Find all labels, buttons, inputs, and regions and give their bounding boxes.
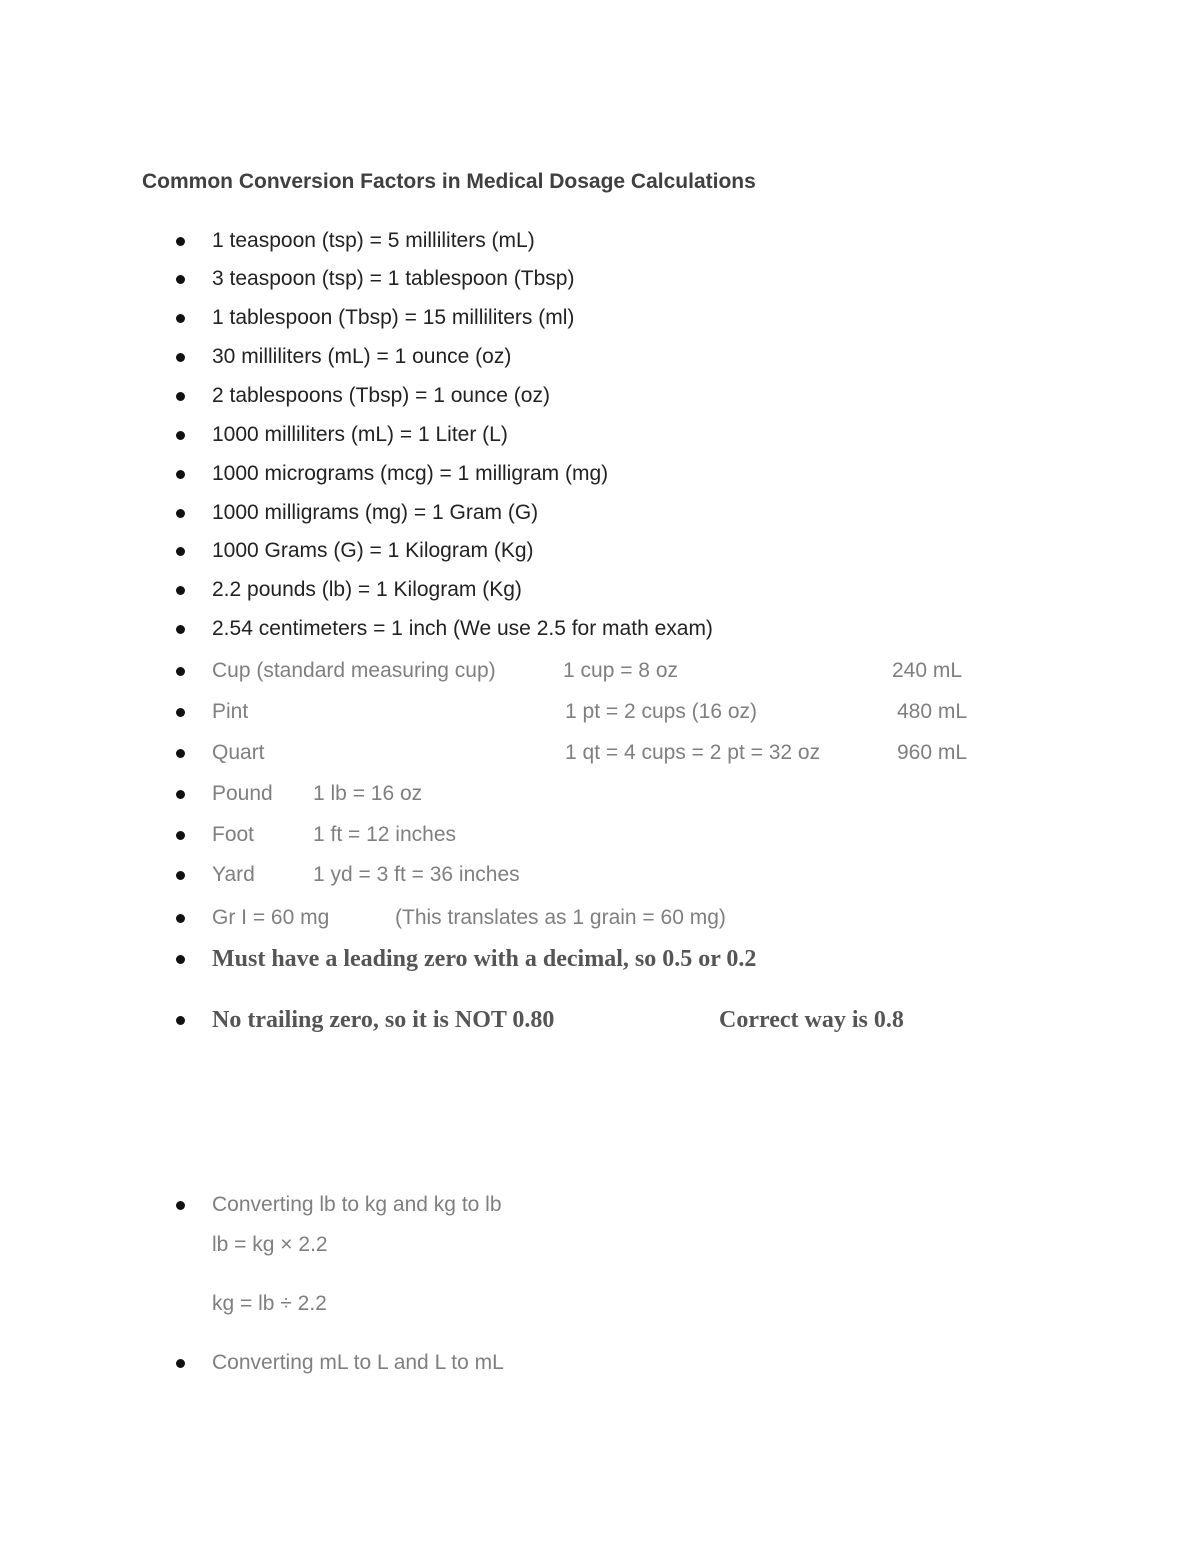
rule-correct-way: Correct way is 0.8	[719, 1007, 904, 1033]
list-item-text: 30 milliliters (mL) = 1 ounce (oz)	[212, 345, 512, 368]
list-item	[212, 266, 574, 292]
page-title: Common Conversion Factors in Medical Dosage Calculations	[142, 170, 756, 193]
volume-row-pint	[212, 699, 968, 725]
unit-name: Yard	[212, 863, 255, 886]
unit-name: Foot	[212, 823, 255, 846]
list-item	[212, 616, 713, 642]
unit-row-yard	[212, 862, 520, 888]
unit-name: Pound	[212, 782, 273, 805]
unit-conversion: 1 yd = 3 ft = 36 inches	[313, 863, 520, 886]
unit-conversion: 1 pt = 2 cups (16 oz)	[565, 700, 758, 723]
list-item	[212, 228, 535, 254]
unit-ml: 480 mL	[897, 700, 968, 723]
unit-ml: 240 mL	[892, 659, 963, 682]
list-item	[212, 538, 534, 564]
list-item-text: 2 tablespoons (Tbsp) = 1 ounce (oz)	[212, 384, 550, 407]
unit-name: Gr I = 60 mg	[212, 906, 330, 929]
lb-kg-formula-2: kg = lb ÷ 2.2	[212, 1292, 327, 1315]
list-item-text: 1000 milligrams (mg) = 1 Gram (G)	[212, 501, 539, 524]
lb-kg-formula-1: lb = kg × 2.2	[212, 1233, 328, 1256]
unit-name: Pint	[212, 700, 249, 723]
unit-ml: 960 mL	[897, 741, 968, 764]
grain-row	[212, 905, 726, 931]
unit-row-pound	[212, 781, 423, 807]
rule-leading-zero	[212, 946, 756, 972]
lb-kg-heading	[212, 1192, 502, 1218]
unit-name: Quart	[212, 741, 265, 764]
list-item	[212, 422, 508, 448]
unit-row-foot	[212, 822, 457, 848]
list-item-text: 1 teaspoon (tsp) = 5 milliliters (mL)	[212, 229, 535, 252]
rule-text: Must have a leading zero with a decimal, so 0.5 or 0.2	[212, 946, 757, 972]
ml-l-heading	[212, 1350, 504, 1376]
list-item-text: 1000 Grams (G) = 1 Kilogram (Kg)	[212, 539, 534, 562]
list-item	[212, 577, 522, 603]
list-item	[212, 500, 538, 526]
list-item-text: 2.54 centimeters = 1 inch (We use 2.5 for math exam)	[212, 617, 713, 640]
unit-conversion: 1 ft = 12 inches	[313, 823, 457, 846]
list-item-text: 1 tablespoon (Tbsp) = 15 milliliters (ml)	[212, 306, 575, 329]
list-item	[212, 305, 574, 331]
unit-note: (This translates as 1 grain = 60 mg)	[395, 906, 726, 929]
unit-name: Cup (standard measuring cup)	[212, 659, 496, 682]
unit-conversion: 1 lb = 16 oz	[313, 782, 423, 805]
unit-conversion: 1 cup = 8 oz	[563, 659, 678, 682]
rule-trailing-zero	[212, 1007, 904, 1033]
list-item	[212, 461, 608, 487]
volume-row-quart	[212, 740, 968, 766]
list-item-text: 2.2 pounds (lb) = 1 Kilogram (Kg)	[212, 578, 522, 601]
list-item-text: 1000 milliliters (mL) = 1 Liter (L)	[212, 423, 508, 446]
section-heading: Converting lb to kg and kg to lb	[212, 1193, 502, 1216]
list-item	[212, 383, 550, 409]
unit-conversion: 1 qt = 4 cups = 2 pt = 32 oz	[565, 741, 821, 764]
list-item-text: 1000 micrograms (mcg) = 1 milligram (mg)	[212, 462, 609, 485]
rule-text: No trailing zero, so it is NOT 0.80	[212, 1007, 555, 1033]
list-item-text: 3 teaspoon (tsp) = 1 tablespoon (Tbsp)	[212, 267, 575, 290]
volume-row-cup	[212, 658, 963, 684]
list-item	[212, 344, 511, 370]
section-heading: Converting mL to L and L to mL	[212, 1351, 504, 1374]
